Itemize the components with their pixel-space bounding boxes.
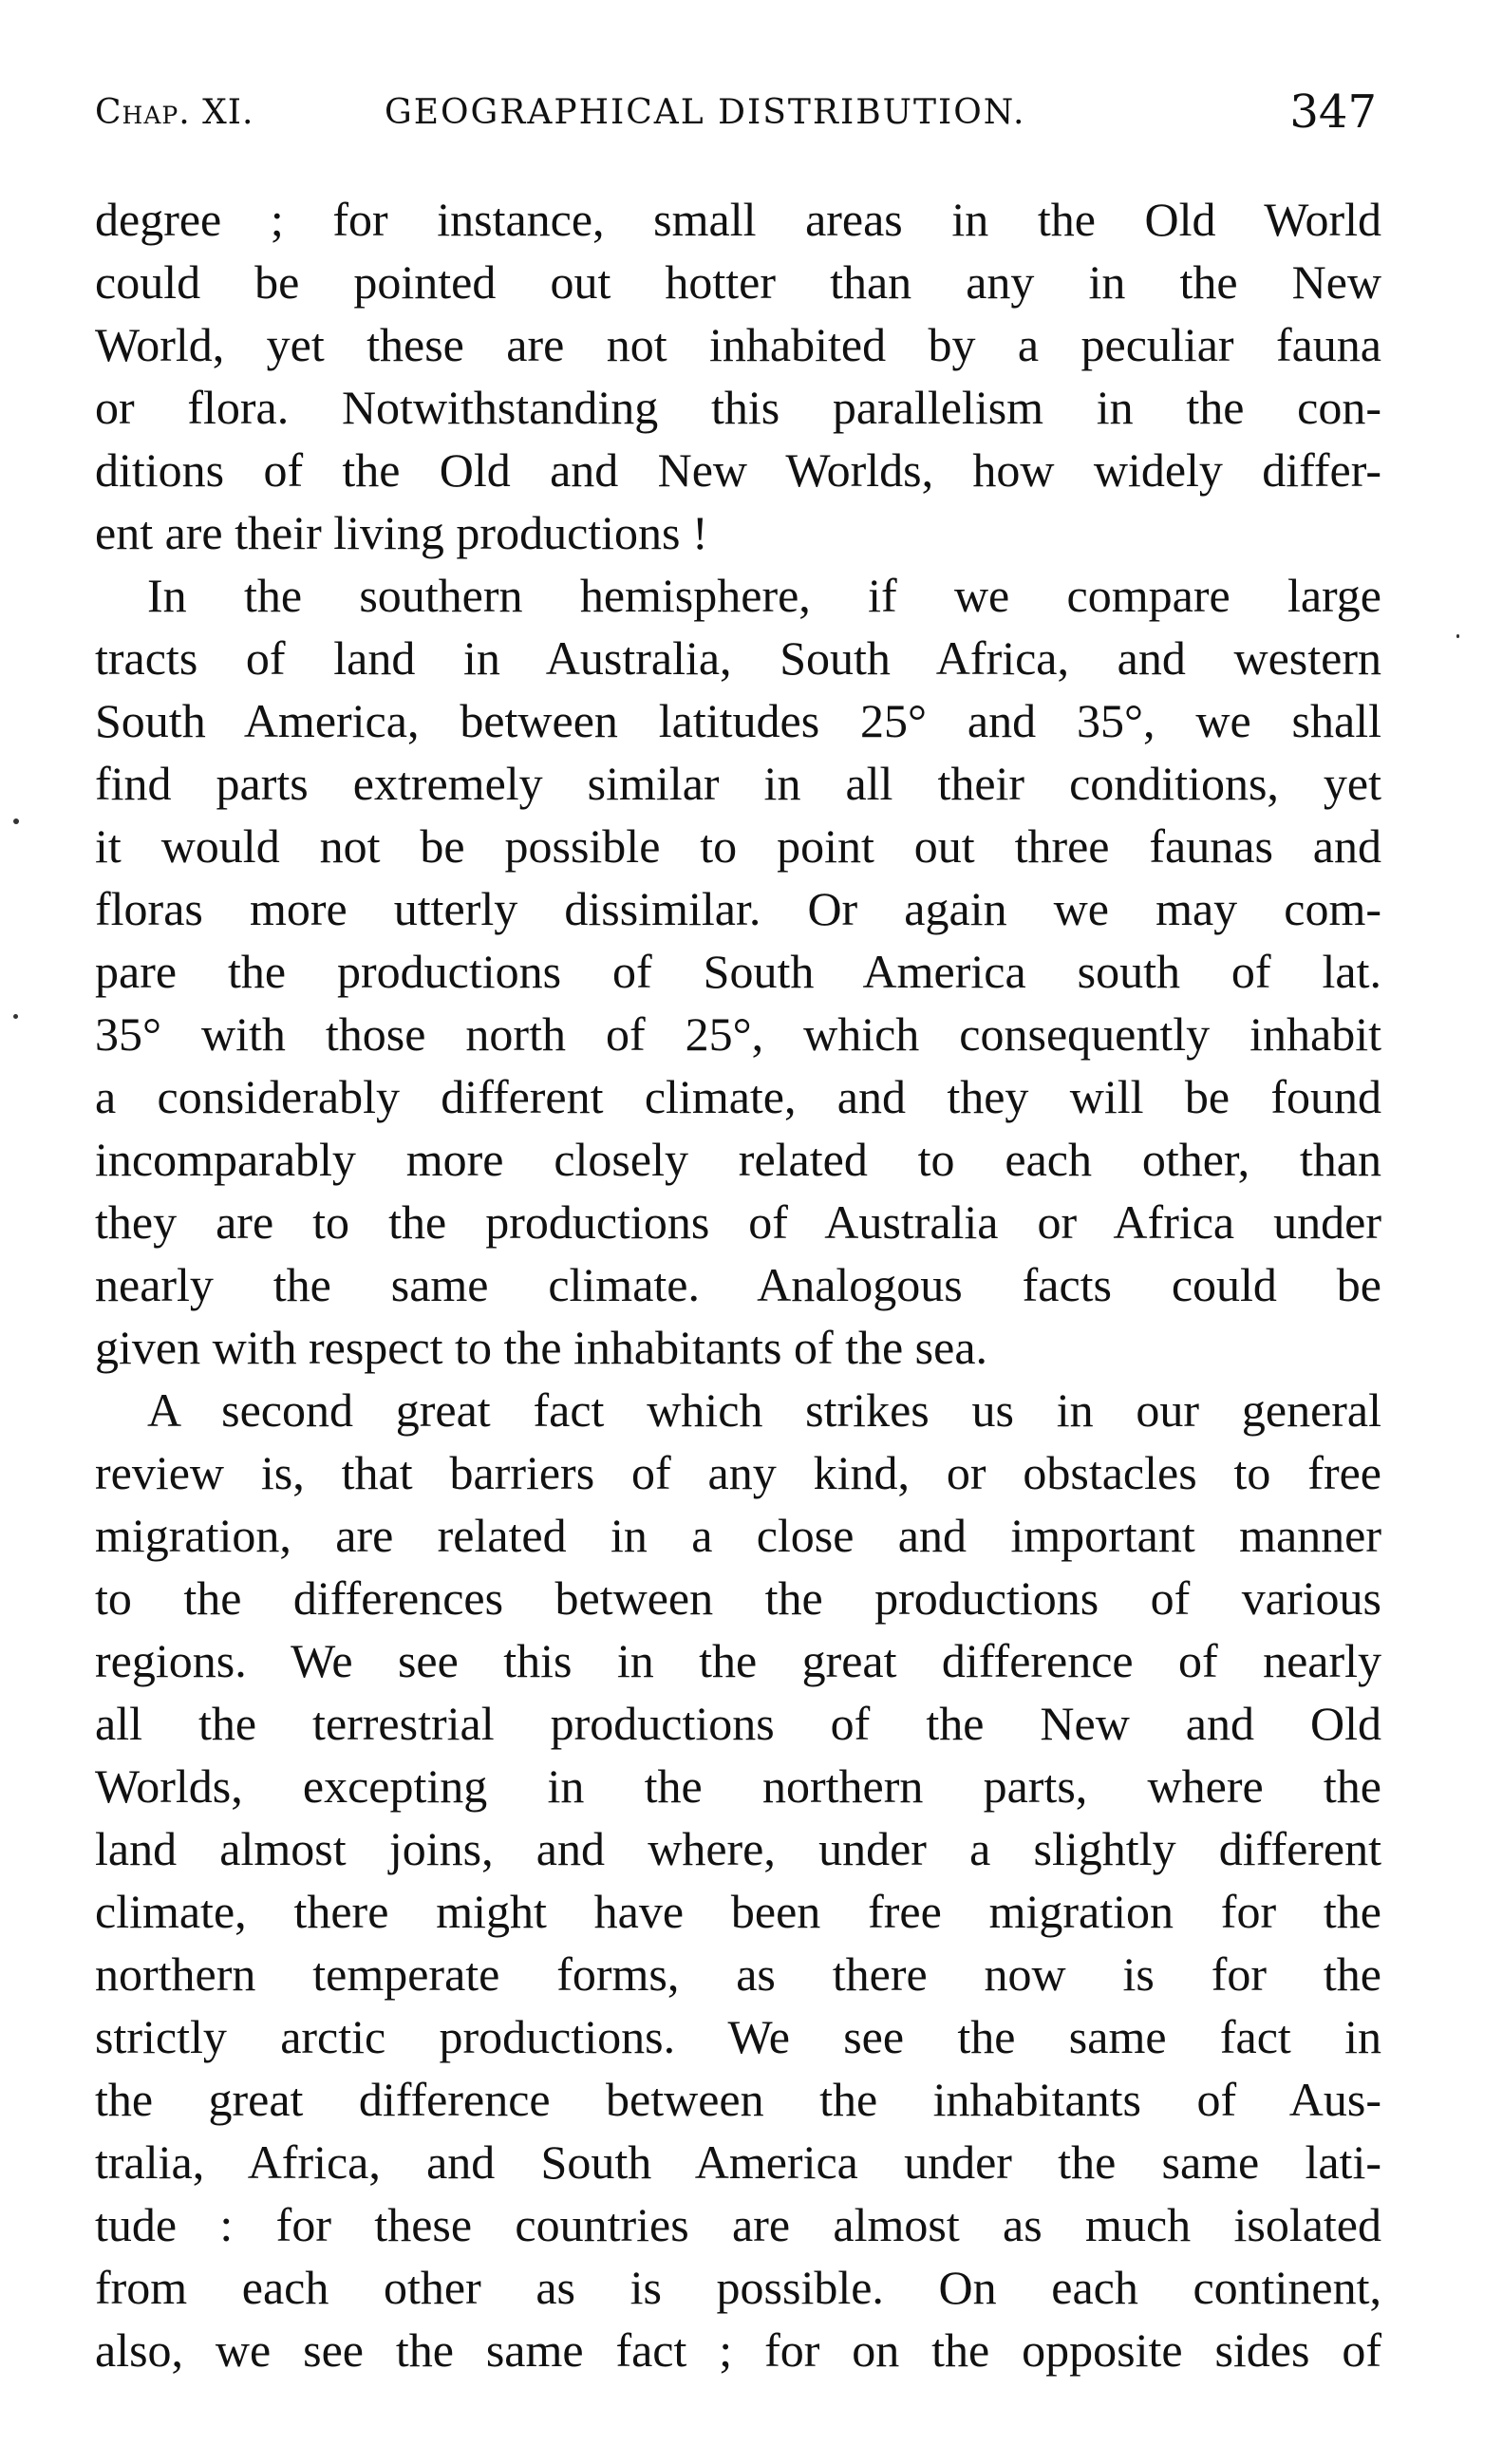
text-line: incomparably more closely related to each other, than (95, 1133, 1381, 1186)
text-line: migration, are related in a close and important manner (95, 1509, 1381, 1562)
text-line: strictly arctic productions. We see the same fact in (95, 2010, 1381, 2063)
text-line: tude : for these countries are almost as much isolated (95, 2198, 1381, 2251)
text-line: pare the productions of South America south of lat. (95, 945, 1381, 998)
text-line: it would not be possible to point out three faunas and (95, 819, 1381, 873)
text-line: regions. We see this in the great difference of nearly (95, 1634, 1381, 1687)
text-line: degree ; for instance, small areas in the Old World (95, 193, 1381, 246)
text-line: South America, between latitudes 25° and 35°, we shall (95, 694, 1381, 747)
text-line: northern temperate forms, as there now is for the (95, 1947, 1381, 2001)
text-line: to the differences between the productions of various (95, 1571, 1381, 1625)
text-line: land almost joins, and where, under a slightly different (95, 1822, 1381, 1875)
text-line: tralia, Africa, and South America under the same lati- (95, 2135, 1381, 2189)
print-speck (13, 1014, 18, 1019)
chapter-label: Chap. XI. (95, 93, 254, 132)
text-line: they are to the productions of Australia or Africa under (95, 1195, 1381, 1249)
page-number: 347 (1289, 85, 1377, 139)
text-line: find parts extremely similar in all their conditions, yet (95, 757, 1381, 810)
text-line: review is, that barriers of any kind, or obstacles to free (95, 1446, 1381, 1499)
text-line: floras more utterly dissimilar. Or again we may com- (95, 882, 1381, 935)
running-header (95, 80, 1377, 146)
text-line: a considerably different climate, and they will be found (95, 1070, 1381, 1123)
paragraph-start-line: In the southern hemisphere, if we compare large (147, 569, 1381, 622)
text-line: 35° with those north of 25°, which consequently inhabit (95, 1007, 1381, 1061)
text-line: given with respect to the inhabitants of the sea. (95, 1321, 988, 1374)
text-line: nearly the same climate. Analogous facts could be (95, 1258, 1381, 1311)
text-line: could be pointed out hotter than any in the New (95, 255, 1381, 309)
print-speck (13, 818, 19, 824)
text-line: all the terrestrial productions of the New and Old (95, 1697, 1381, 1750)
text-line: ent are their living productions ! (95, 506, 708, 559)
print-speck (1456, 634, 1459, 638)
text-line: tracts of land in Australia, South Africa, and western (95, 631, 1381, 685)
text-line: climate, there might have been free migration for the (95, 1885, 1381, 1938)
text-line: also, we see the same fact ; for on the opposite sides of (95, 2323, 1381, 2377)
text-line: from each other as is possible. On each continent, (95, 2261, 1381, 2314)
running-title: GEOGRAPHICAL DISTRIBUTION. (385, 93, 1026, 132)
paragraph-start-line: A second great fact which strikes us in our general (147, 1383, 1381, 1437)
text-line: or flora. Notwithstanding this parallelism in the con- (95, 381, 1381, 434)
text-line: the great difference between the inhabitants of Aus- (95, 2073, 1381, 2126)
body-text (95, 188, 1381, 2381)
text-line: ditions of the Old and New Worlds, how widely differ- (95, 443, 1381, 497)
text-line: Worlds, excepting in the northern parts, where the (95, 1759, 1381, 1813)
text-line: World, yet these are not inhabited by a peculiar fauna (95, 318, 1381, 371)
